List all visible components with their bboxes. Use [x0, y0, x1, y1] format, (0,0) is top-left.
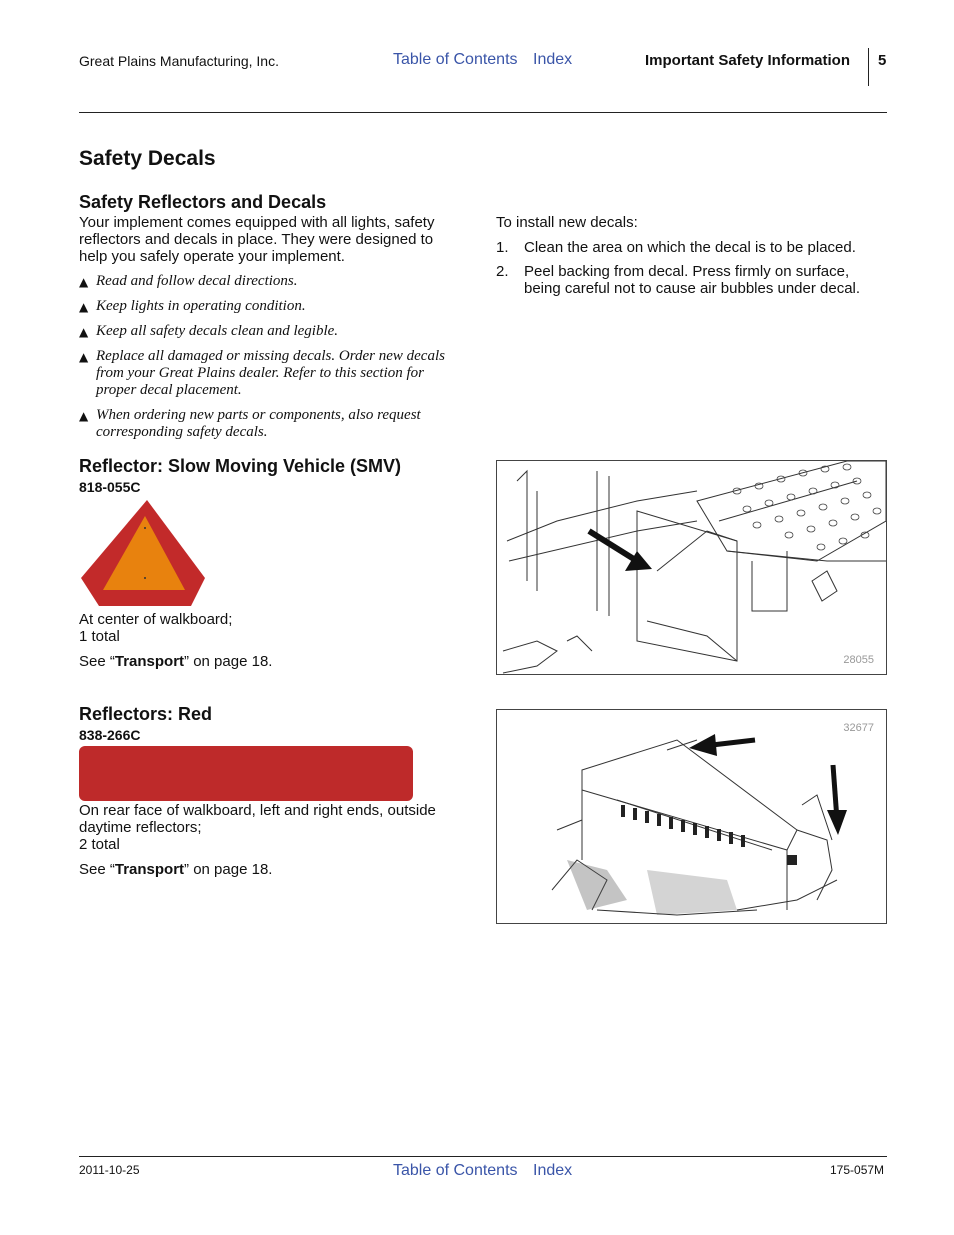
step-text: Clean the area on which the decal is to be placed.	[524, 239, 856, 256]
intro-paragraph	[79, 214, 469, 265]
bullet-item: ▲ When ordering new parts or components, also request corresponding safety decals.	[79, 407, 421, 440]
intro-line: reflectors and decals in place. They were designed to	[79, 231, 434, 248]
triangle-bullet-icon: ▲	[79, 409, 89, 423]
company-name: Great Plains Manufacturing, Inc.	[79, 53, 279, 69]
install-intro: To install new decals:	[496, 214, 638, 231]
step-number: 1.	[496, 239, 509, 256]
figure-number: 32677	[843, 722, 874, 734]
intro-line: Your implement comes equipped with all lights, safety	[79, 214, 435, 231]
footer-date: 2011-10-25	[79, 1163, 140, 1177]
bullet-item: ▲ Read and follow decal directions.	[79, 273, 298, 289]
step-number: 2.	[496, 263, 509, 280]
intro-line: help you safely operate your implement.	[79, 248, 345, 265]
bullet-item: ▲ Keep lights in operating condition.	[79, 298, 306, 314]
transport-link[interactable]: Transport	[114, 861, 185, 878]
triangle-bullet-icon: ▲	[79, 300, 89, 314]
triangle-bullet-icon: ▲	[79, 350, 89, 364]
smv-heading: Reflector: Slow Moving Vehicle (SMV)	[79, 456, 402, 476]
reflectors-decals-heading: Safety Reflectors and Decals	[79, 192, 327, 212]
step-text: Peel backing from decal. Press firmly on surface, being careful not to cause air bubbles under decal.	[524, 263, 861, 297]
footer-doc-number: 175-057M	[830, 1163, 885, 1177]
header-divider	[868, 48, 869, 86]
red-reflectors-heading: Reflectors: Red	[79, 704, 213, 724]
red-reflector-decal	[79, 746, 413, 801]
smv-triangle-decal	[79, 498, 209, 609]
section-title: Important Safety Information	[645, 52, 851, 69]
smv-see-reference: See “Transport” on page 18.	[79, 653, 273, 670]
header-rule	[79, 112, 887, 113]
machine-line-drawing	[497, 461, 886, 674]
red-location-figure	[496, 709, 887, 924]
footer-rule	[79, 1156, 887, 1157]
bullet-item: ▲ Keep all safety decals clean and legible.	[79, 323, 339, 339]
smv-location-figure	[496, 460, 887, 675]
footer-toc-link[interactable]: Table of Contents	[393, 1162, 518, 1179]
red-part-number: 838-266C	[79, 727, 141, 743]
triangle-bullet-icon: ▲	[79, 325, 89, 339]
header-toc-link[interactable]: Table of Contents	[393, 51, 518, 68]
page-number: 5	[878, 52, 887, 69]
header-index-link[interactable]: Index	[533, 51, 573, 68]
triangle-bullet-icon: ▲	[79, 275, 89, 289]
smv-part-number: 818-055C	[79, 479, 141, 495]
red-see-reference: See “Transport” on page 18.	[79, 861, 273, 878]
transport-link[interactable]: Transport	[114, 653, 185, 670]
seeder-line-drawing	[497, 710, 886, 923]
red-location: On rear face of walkboard, left and right ends, outside daytime reflectors; 2 total	[79, 802, 436, 853]
bullet-item: ▲ Replace all damaged or missing decals. Order new decals from your Great Plains dealer. Refer to this section for proper decal placement.	[79, 348, 445, 398]
figure-number: 28055	[843, 654, 874, 666]
smv-location: At center of walkboard; 1 total	[79, 611, 233, 645]
footer-index-link[interactable]: Index	[533, 1162, 573, 1179]
page-title: Safety Decals	[79, 147, 216, 170]
